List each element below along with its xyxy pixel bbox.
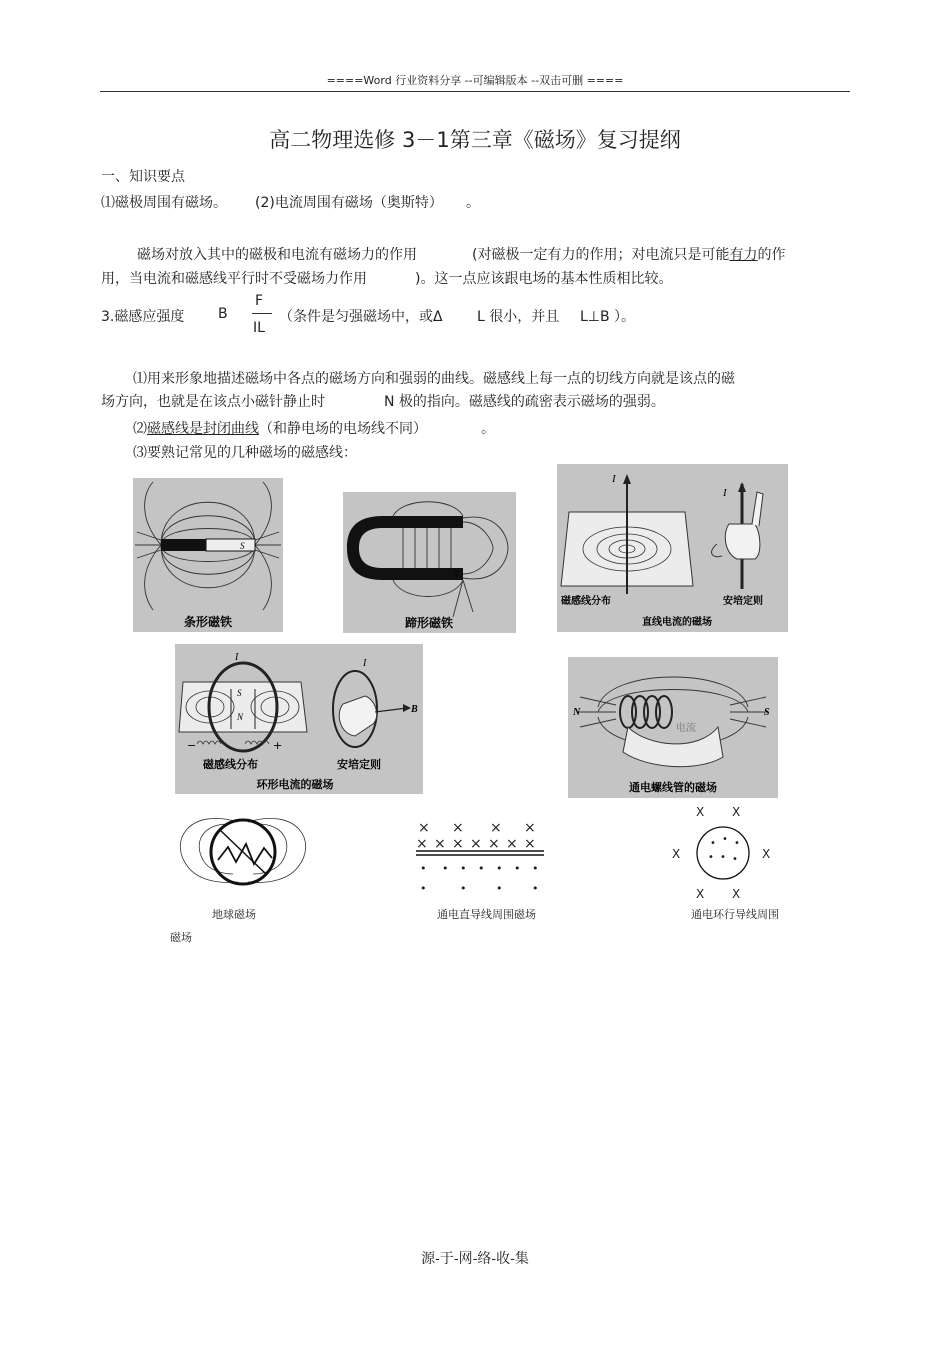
ring-n-label: N: [237, 712, 244, 722]
ring-left-label: 磁感线分布: [203, 758, 258, 771]
ring-right-label: 安培定则: [337, 758, 381, 771]
ring-dot-symbol: •: [732, 854, 738, 865]
wire-dot-symbol: •: [420, 862, 427, 875]
para-lines-b: 场方向，也就是在该点小磁针静止时: [101, 394, 325, 410]
wire-cross-symbol: ×: [524, 820, 536, 836]
wire-cross-symbol: ×: [490, 820, 502, 836]
wire-cross-symbol: ×: [434, 836, 446, 852]
point-2-end: 。: [466, 195, 480, 211]
caption-wire: 通电直导线周围磁场: [437, 908, 536, 921]
ring-current-label-2: I: [363, 658, 367, 669]
ring-plus-label: +: [273, 739, 283, 752]
para-force-f: )。这一点应该跟电场的基本性质相比较。: [415, 271, 673, 287]
page-title: 高二物理选修 3－1第三章《磁场》复习提纲: [269, 128, 681, 152]
para-closed-end: 。: [481, 421, 495, 437]
straight-current-label-2: I: [723, 487, 727, 499]
para-force-b: [472, 244, 785, 264]
horseshoe-pole-label: S: [454, 570, 459, 580]
figure-horseshoe-magnet: [343, 492, 516, 633]
wire-dot-symbol: •: [478, 862, 485, 875]
figure-solenoid: [568, 657, 778, 798]
ring-current-label: I: [235, 652, 239, 663]
formula-label: 3.磁感应强度: [101, 309, 185, 325]
para-closed-num: ⑵: [133, 421, 147, 437]
ring-cross-symbol: X: [696, 887, 705, 901]
para-lines-c: N 极的指向。磁感线的疏密表示磁场的强弱。: [384, 394, 665, 410]
formula-condition-a: （条件是匀强磁场中，或Δ: [279, 309, 443, 325]
document-header: ====Word 行业资料分享 --可编辑版本 --双击可删 ====: [326, 74, 624, 87]
ring-cross-symbol: X: [762, 847, 771, 861]
solenoid-caption: 通电螺线管的磁场: [629, 781, 717, 794]
figure-bar-magnet: [133, 478, 283, 632]
figure-earth: [168, 812, 318, 892]
caption-ring-cont: 磁场: [170, 931, 192, 944]
wire-dot-symbol: •: [442, 862, 449, 875]
ring-dot-symbol: •: [722, 834, 728, 845]
section-heading: 一、知识要点: [101, 169, 185, 185]
para-force-b-text: (对磁极一定有力的作用；对电流只是可能: [472, 247, 730, 263]
ring-cross-symbol: X: [732, 887, 741, 901]
ring-caption: 环形电流的磁场: [256, 778, 334, 791]
wire-cross-symbol: ×: [418, 820, 430, 836]
para-force-d: 的作: [757, 247, 786, 263]
figure-straight-current: [557, 464, 788, 632]
wire-dot-symbol: •: [496, 882, 503, 895]
wire-dot-symbol: •: [514, 862, 521, 875]
wire-cross-symbol: ×: [488, 836, 500, 852]
para-closed-c: （和静电场的电场线不同）: [259, 421, 427, 437]
ring-cross-symbol: X: [732, 805, 741, 819]
wire-dot-symbol: •: [496, 862, 503, 875]
wire-cross-symbol: ×: [416, 836, 428, 852]
ring-cross-symbol: X: [696, 805, 705, 819]
wire-cross-symbol: ×: [506, 836, 518, 852]
header-rule: [100, 91, 850, 92]
ring-s-label: S: [237, 688, 242, 698]
ring-b-label: B: [411, 704, 418, 715]
para-closed: [133, 418, 427, 438]
wire-cross-symbol: ×: [524, 836, 536, 852]
ring-dot-symbol: •: [708, 852, 714, 863]
para-closed-underline: 磁感线是封闭曲线: [147, 421, 259, 437]
caption-earth: 地球磁场: [212, 908, 256, 921]
formula-numerator: F: [255, 293, 264, 309]
wire-dot-symbol: •: [532, 882, 539, 895]
straight-right-label: 安培定则: [723, 596, 763, 607]
wire-dot-symbol: •: [460, 882, 467, 895]
straight-left-label: 磁感线分布: [561, 596, 611, 607]
wire-cross-symbol: ×: [452, 820, 464, 836]
straight-caption: 直线电流的磁场: [642, 617, 712, 628]
point-1: ⑴磁极周围有磁场。: [101, 195, 227, 211]
solenoid-s-label: S: [764, 707, 770, 718]
ring-minus-label: −: [187, 739, 197, 752]
solenoid-current-label: 电流: [676, 723, 696, 734]
page-footer: 源-于-网-络-收-集: [421, 1251, 529, 1267]
point-2: (2)电流周围有磁场（奥斯特）: [255, 195, 443, 211]
ring-dot-symbol: •: [720, 852, 726, 863]
formula-denominator: IL: [253, 320, 265, 336]
solenoid-n-label: N: [573, 707, 581, 718]
para-lines-a: ⑴用来形象地描述磁场中各点的磁场方向和强弱的曲线。磁感线上每一点的切线方向就是该点的磁: [133, 371, 735, 387]
wire-dot-symbol: •: [460, 862, 467, 875]
straight-current-label: I: [612, 473, 616, 485]
figure-wire-field: [412, 814, 552, 896]
para-force-a: 磁场对放入其中的磁极和电流有磁场力的作用: [137, 247, 417, 263]
wire-cross-symbol: ×: [470, 836, 482, 852]
formula-symbol: B: [218, 306, 228, 322]
fraction-bar: [252, 313, 272, 314]
wire-dot-symbol: •: [532, 862, 539, 875]
bar-pole-label: S: [240, 541, 245, 551]
figure-ring-current: [175, 644, 423, 794]
ring-dot-symbol: •: [734, 838, 740, 849]
ring-cross-symbol: X: [672, 847, 681, 861]
caption-ring: 通电环行导线周围: [691, 908, 779, 921]
wire-cross-symbol: ×: [452, 836, 464, 852]
formula-condition-c: L⊥B ）。: [580, 309, 636, 325]
horseshoe-caption: 蹄形磁铁: [404, 616, 454, 630]
para-remember: ⑶要熟记常见的几种磁场的磁感线：: [133, 445, 357, 461]
bar-magnet-caption: 条形磁铁: [183, 615, 233, 629]
figure-ring-field: [668, 800, 778, 905]
para-force-e: 用，当电流和磁感线平行时不受磁场力作用: [101, 271, 367, 287]
formula-condition-b: L 很小，并且: [477, 309, 560, 325]
ring-dot-symbol: •: [710, 838, 716, 849]
para-force-underline: 有力: [729, 247, 758, 263]
wire-dot-symbol: •: [420, 882, 427, 895]
